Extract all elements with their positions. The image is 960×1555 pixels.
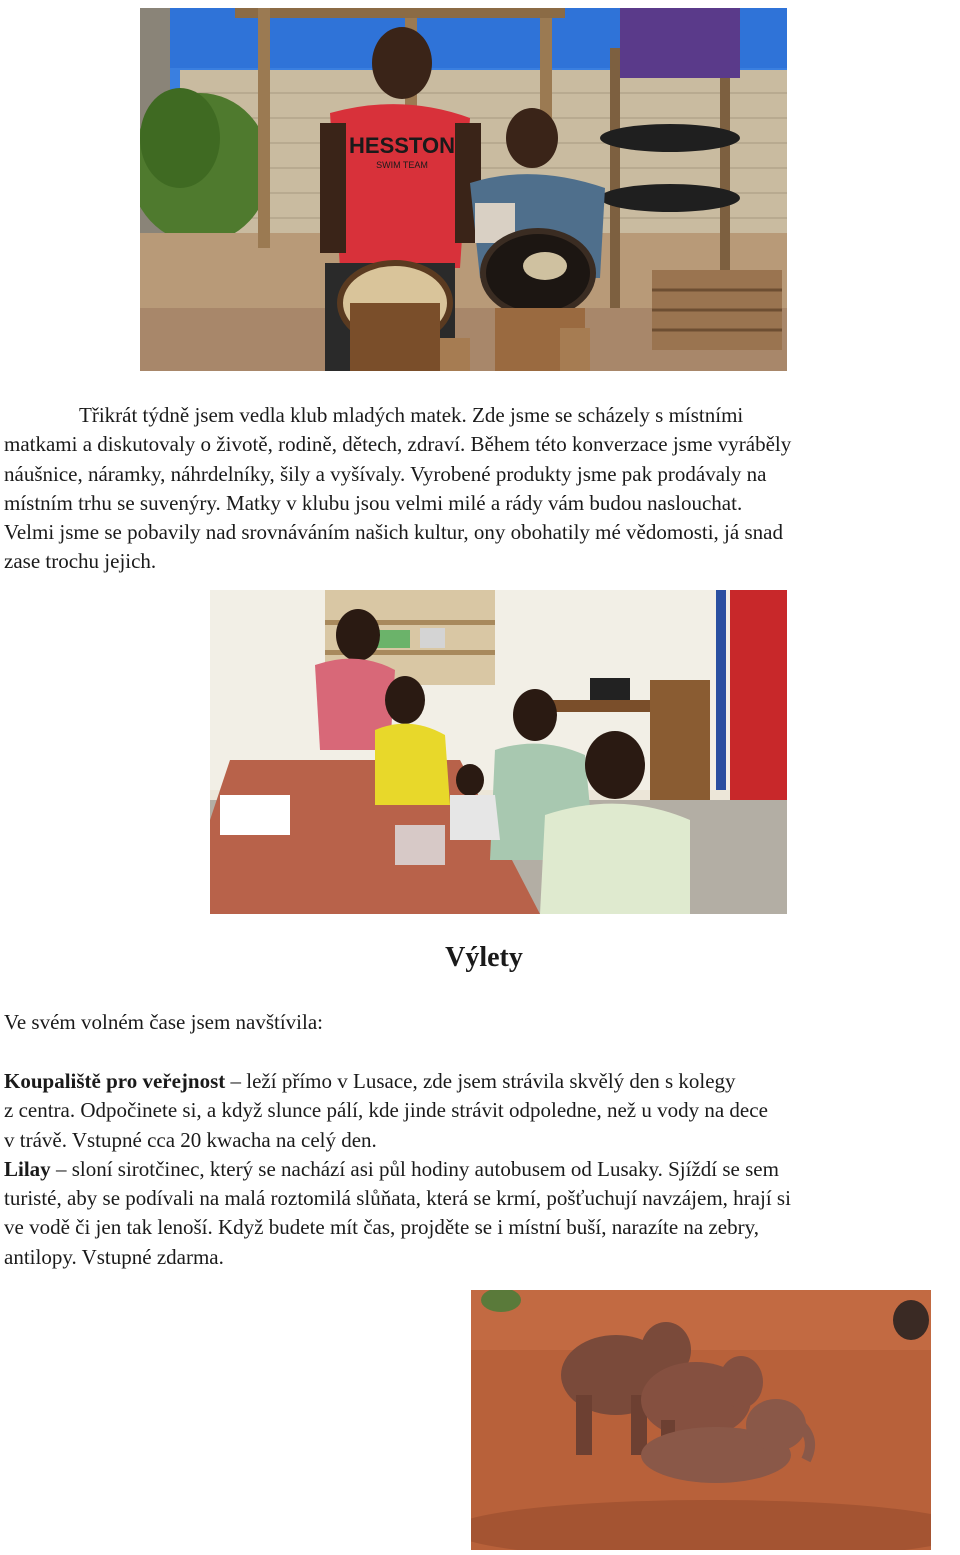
club-line-2: matkami a diskutovaly o životě, rodině, dětech, zdraví. Během této konverzace jsme vyráběly (4, 432, 792, 457)
club-line-5: Velmi jsme se pobavily nad srovnáváním našich kultur, ony obohatily mé vědomosti, já snad (4, 520, 783, 545)
trips-paragraph (4, 1067, 956, 1272)
shirt-subtext: SWIM TEAM (376, 160, 428, 170)
pool-line-1: – leží přímo v Lusace, zde jsem strávila skvělý den s kolegy (225, 1069, 736, 1093)
trips-intro: Ve svém volném čase jsem navštívila: (4, 1010, 324, 1034)
club-line-4: místním trhu se suvenýry. Matky v klubu jsou velmi milé a rády vám budou naslouchat. (4, 490, 743, 515)
lilay-line-2: turisté, aby se podívali na malá roztomilá slůňata, která se krmí, pošťuchují navzájem, hrají si (4, 1186, 791, 1211)
pool-name: Koupaliště pro veřejnost (4, 1069, 226, 1093)
trips-heading: Výlety (445, 942, 523, 973)
club-line-6: zase trochu jejich. (4, 549, 157, 574)
lilay-line-3: ve vodě či jen tak lenoší. Když budete mít čas, projděte se i místní buší, narazíte na zebry, (4, 1215, 759, 1240)
photo-boys-with-drums (140, 8, 787, 371)
club-line-1: Třikrát týdně jsem vedla klub mladých matek. Zde jsme se scházely s místními (79, 403, 744, 427)
club-line-3: náušnice, náramky, náhrdelníky, šily a vyšívaly. Vyrobené produkty jsme pak prodávaly na (4, 461, 767, 486)
lilay-line-4: antilopy. Vstupné zdarma. (4, 1244, 224, 1269)
club-paragraph (4, 401, 956, 577)
pool-line-2: z centra. Odpočinete si, a když slunce pálí, kde jinde strávit odpoledne, než u vody na dece (4, 1098, 768, 1123)
lilay-name: Lilay (4, 1156, 51, 1181)
photo-elephant-calves (471, 1290, 931, 1550)
shirt-text: HESSTON (349, 133, 455, 158)
photo-mothers-club (210, 590, 787, 914)
lilay-line-1: – sloní sirotčinec, který se nachází asi půl hodiny autobusem od Lusaky. Sjíždí se sem (50, 1156, 779, 1181)
pool-line-3: v trávě. Vstupné cca 20 kwacha na celý den. (4, 1127, 377, 1152)
